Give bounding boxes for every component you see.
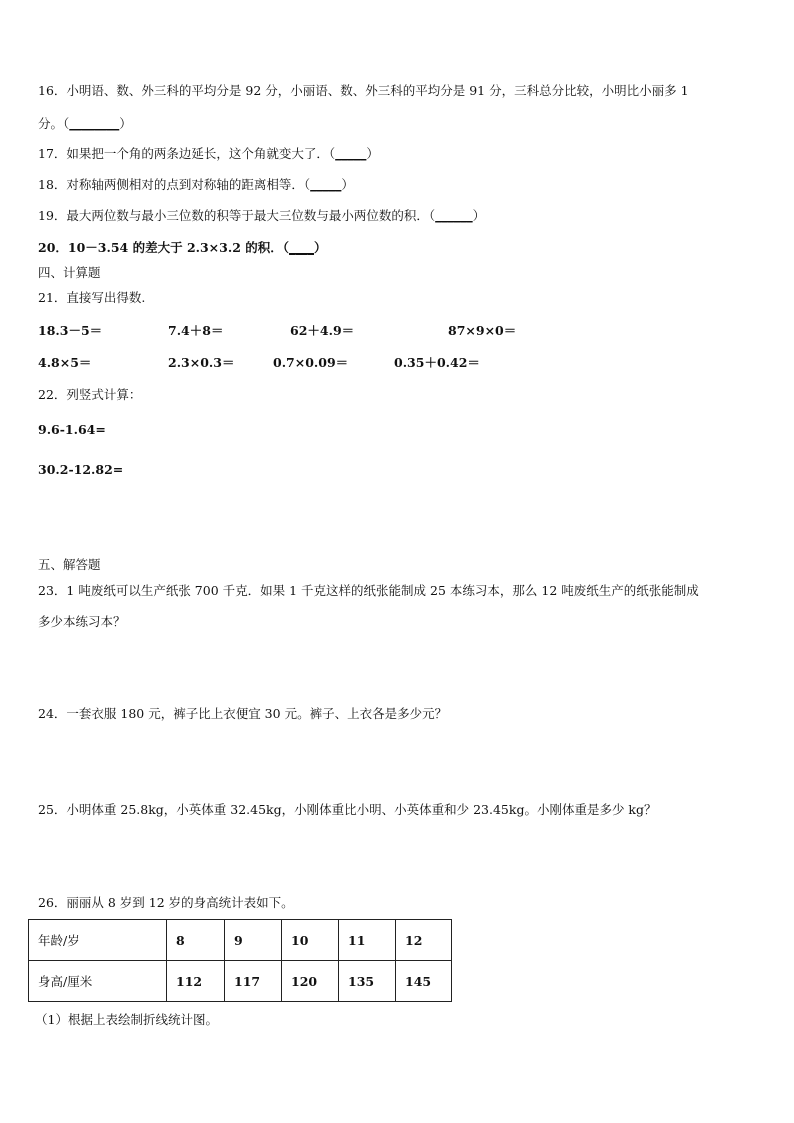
table-cell: 10	[282, 920, 339, 961]
question-16-line1: 16．小明语、数、外三科的平均分是 92 分，小丽语、数、外三科的平均分是 91 分，三科总分比较，小明比小丽多 1	[38, 83, 689, 98]
question-22-title: 22．列竖式计算：	[38, 387, 142, 402]
question-19-text: 19．最大两位数与最小三位数的积等于最大三位数与最小两位数的积．（	[38, 208, 436, 223]
question-20-text: 20．10－3.54 的差大于 2.3×3.2 的积．（	[38, 240, 290, 255]
answer-blank-16[interactable]: ________	[69, 116, 120, 131]
question-18-text: 18．对称轴两侧相对的点到对称轴的距离相等．（	[38, 177, 311, 192]
height-stat-table	[28, 919, 452, 1002]
section-4-title: 四、计算题	[38, 265, 101, 280]
calc-item: 87×9×0＝	[448, 323, 517, 338]
question-26-title: 26．丽丽从 8 岁到 12 岁的身高统计表如下。	[38, 895, 294, 910]
vertical-calc-item: 30.2-12.82=	[38, 462, 124, 477]
table-cell: 12	[396, 920, 452, 961]
calc-item: 0.7×0.09＝	[273, 355, 349, 370]
vertical-calc-item: 9.6-1.64=	[38, 422, 106, 437]
section-5-title: 五、解答题	[38, 557, 101, 572]
question-26-sub1: （1）根据上表绘制折线统计图。	[35, 1012, 218, 1027]
calc-item: 4.8×5＝	[38, 355, 92, 370]
question-16-line2-suffix: ）	[119, 116, 132, 131]
calc-item: 7.4＋8＝	[168, 323, 224, 338]
question-18	[38, 177, 354, 193]
answer-blank-18[interactable]: _____	[310, 177, 342, 192]
table-row	[29, 961, 452, 1002]
question-20	[38, 240, 327, 256]
question-17-close: ）	[366, 146, 379, 161]
table-cell: 9	[225, 920, 282, 961]
answer-blank-19[interactable]: ______	[435, 208, 473, 223]
question-24: 24．一套衣服 180 元，裤子比上衣便宜 30 元。裤子、上衣各是多少元？	[38, 706, 448, 721]
calc-item: 2.3×0.3＝	[168, 355, 235, 370]
question-19	[38, 208, 485, 224]
table-cell: 8	[167, 920, 225, 961]
question-16-line2-prefix: 分。（	[38, 116, 70, 131]
table-cell: 11	[339, 920, 396, 961]
question-18-close: ）	[341, 177, 354, 192]
question-16-line2	[38, 116, 132, 132]
question-25: 25．小明体重 25.8kg，小英体重 32.45kg，小刚体重比小明、小英体重和少 23.45kg。小刚体重是多少 kg？	[38, 802, 657, 817]
table-cell: 135	[339, 961, 396, 1002]
table-row	[29, 920, 452, 961]
question-20-close: ）	[314, 240, 327, 255]
calc-item: 62＋4.9＝	[290, 323, 355, 338]
table-row-label: 身高/厘米	[29, 961, 167, 1002]
table-cell: 112	[167, 961, 225, 1002]
question-23-line2: 多少本练习本？	[38, 614, 126, 629]
table-cell: 117	[225, 961, 282, 1002]
calc-item: 18.3－5＝	[38, 323, 103, 338]
table-cell: 120	[282, 961, 339, 1002]
table-row-label: 年龄/岁	[29, 920, 167, 961]
question-19-close: ）	[472, 208, 486, 223]
question-17-text: 17．如果把一个角的两条边延长，这个角就变大了．（	[38, 146, 336, 161]
question-17	[38, 146, 379, 162]
answer-blank-17[interactable]: _____	[335, 146, 367, 161]
question-21-title: 21．直接写出得数.	[38, 290, 146, 305]
answer-blank-20[interactable]: ____	[289, 240, 315, 255]
calc-item: 0.35＋0.42＝	[394, 355, 480, 370]
table-cell: 145	[396, 961, 452, 1002]
question-23-line1: 23．1 吨废纸可以生产纸张 700 千克．如果 1 千克这样的纸张能制成 25 本练习本，那么 12 吨废纸生产的纸张能制成	[38, 583, 699, 598]
